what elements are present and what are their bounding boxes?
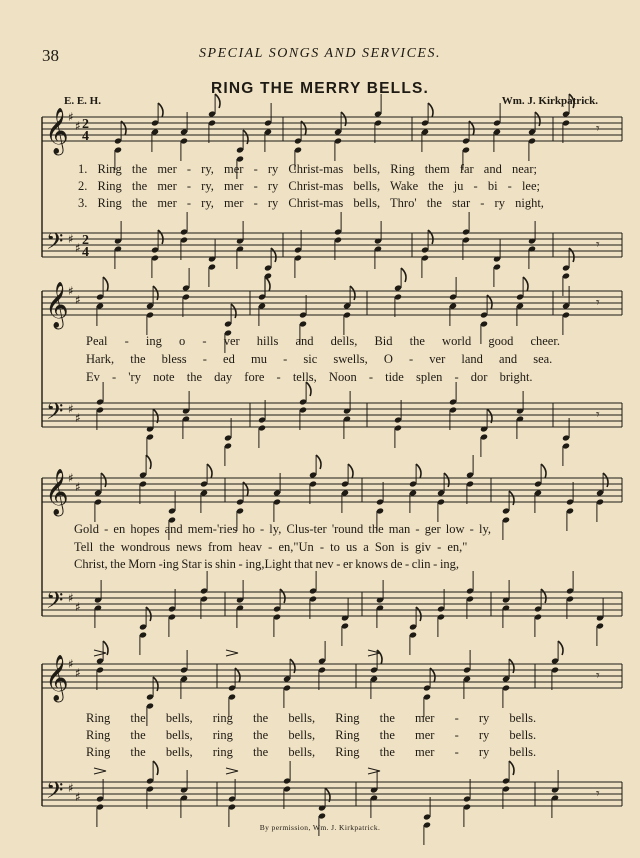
note-flag (316, 455, 321, 469)
note-flag (558, 641, 563, 655)
lyric-line: Ring the bells, ring the bells, Ring the mer - ry bells. (86, 711, 537, 725)
note-flag (153, 761, 158, 775)
accent-mark (226, 768, 238, 774)
note-flag (428, 103, 433, 117)
note-flag (103, 277, 108, 291)
note-flag (509, 491, 514, 505)
sharp-sign: ♯ (68, 284, 74, 298)
lyric-line: 2. Ring the mer - ry, mer - ry Christ-mas bells, Wake the ju - bi - lee; (78, 179, 541, 193)
sharp-sign: ♯ (68, 232, 74, 246)
note-flag (146, 455, 151, 469)
note-flag (153, 677, 158, 691)
bass-clef: 𝄢 (46, 229, 64, 260)
lyric-line: Peal - ing o - ver hills and dells, Bid the world good cheer. (86, 334, 560, 348)
sharp-sign: ♯ (75, 666, 81, 680)
accent-mark (94, 768, 106, 774)
note-flag (146, 607, 151, 621)
time-signature: 2 (82, 233, 89, 248)
note-flag (215, 94, 220, 108)
lyric-line: Hark, the bless - ed mu - sic swells, O - ver land and sea. (86, 352, 553, 366)
sharp-sign: ♯ (75, 293, 81, 307)
bass-clef: 𝄢 (46, 778, 64, 809)
note-flag (569, 94, 574, 108)
page-number: 38 (42, 46, 59, 65)
sharp-sign: ♯ (75, 241, 81, 255)
note-flag (509, 761, 514, 775)
note-flag (416, 607, 421, 621)
note-flag (416, 464, 421, 478)
sharp-sign: ♯ (68, 657, 74, 671)
sharp-sign: ♯ (68, 110, 74, 124)
note-flag (523, 277, 528, 291)
lyric-line: Ev - 'ry note the day fore - tells, Noon - tide splen - dor bright. (86, 370, 533, 384)
note-flag (350, 286, 355, 300)
note-flag (541, 464, 546, 478)
eighth-rest: 𝄾 (596, 237, 600, 253)
note-flag (101, 473, 106, 487)
composer-credit: Wm. J. Kirkpatrick. (501, 95, 598, 107)
note-flag (428, 230, 433, 244)
lyric-line: 1. Ring the mer - ry, mer - ry Christ-mas bells, Ring them far and near; (78, 162, 537, 176)
note-flag (603, 473, 608, 487)
treble-clef: 𝄞 (45, 282, 69, 328)
sharp-sign: ♯ (68, 471, 74, 485)
bass-clef: 𝄢 (46, 399, 64, 430)
note-flag (341, 112, 346, 126)
running-head: SPECIAL SONGS AND SERVICES. (199, 46, 441, 61)
note-flag (207, 464, 212, 478)
eighth-rest: 𝄾 (596, 668, 600, 684)
note-flag (271, 248, 276, 262)
sharp-sign: ♯ (75, 119, 81, 133)
time-signature: 2 (82, 117, 89, 132)
sharp-sign: ♯ (75, 600, 81, 614)
note-flag (401, 268, 406, 282)
lyric-line: Gold - en hopes and mem-'ries ho - ly, Clus-ter 'round the man - ger low - ly, (74, 522, 492, 536)
sharp-sign: ♯ (68, 591, 74, 605)
lyric-line: Christ, the Morn -ing Star is shin - ing,Light that nev - er knows de - clin - ing, (74, 557, 460, 571)
permission-footer: By permission, Wm. J. Kirkpatrick. (259, 823, 381, 832)
time-signature: 4 (82, 129, 89, 144)
accent-mark (94, 650, 106, 656)
treble-clef: 𝄞 (45, 469, 69, 515)
sharp-sign: ♯ (68, 402, 74, 416)
bass-clef: 𝄢 (46, 588, 64, 619)
note-flag (541, 589, 546, 603)
note-flag (290, 659, 295, 673)
lyric-line: Tell the wondrous news from heav - en,"Un - to us a Son is giv - en," (74, 540, 468, 554)
sharp-sign: ♯ (75, 480, 81, 494)
note-flag (280, 589, 285, 603)
note-flag (231, 304, 236, 318)
eighth-rest: 𝄾 (596, 786, 600, 802)
sharp-sign: ♯ (68, 781, 74, 795)
note-flag (444, 473, 449, 487)
note-flag (265, 277, 270, 291)
time-signature: 4 (82, 245, 89, 260)
accent-mark (226, 650, 238, 656)
accent-mark (368, 768, 380, 774)
eighth-rest: 𝄾 (596, 407, 600, 423)
lyric-line: Ring the bells, ring the bells, Ring the mer - ry bells. (86, 728, 537, 742)
treble-clef: 𝄞 (45, 655, 69, 701)
lyric-line: 3. Ring the mer - ry, mer - ry Christ-mas bells, Thro' the star - ry night, (78, 196, 544, 210)
note-flag (243, 130, 248, 144)
eighth-rest: 𝄾 (596, 121, 600, 137)
note-flag (348, 464, 353, 478)
sharp-sign: ♯ (75, 411, 81, 425)
note-flag (158, 230, 163, 244)
note-flag (158, 103, 163, 117)
note-flag (535, 112, 540, 126)
lyricist-credit: E. E. H. (64, 95, 101, 107)
eighth-rest: 𝄾 (596, 295, 600, 311)
song-title: RING THE MERRY BELLS. (210, 80, 430, 97)
note-flag (153, 286, 158, 300)
note-flag (569, 248, 574, 262)
sharp-sign: ♯ (75, 790, 81, 804)
treble-clef: 𝄞 (45, 108, 69, 154)
lyric-line: Ring the bells, ring the bells, Ring the mer - ry bells. (86, 745, 537, 759)
note-flag (509, 659, 514, 673)
